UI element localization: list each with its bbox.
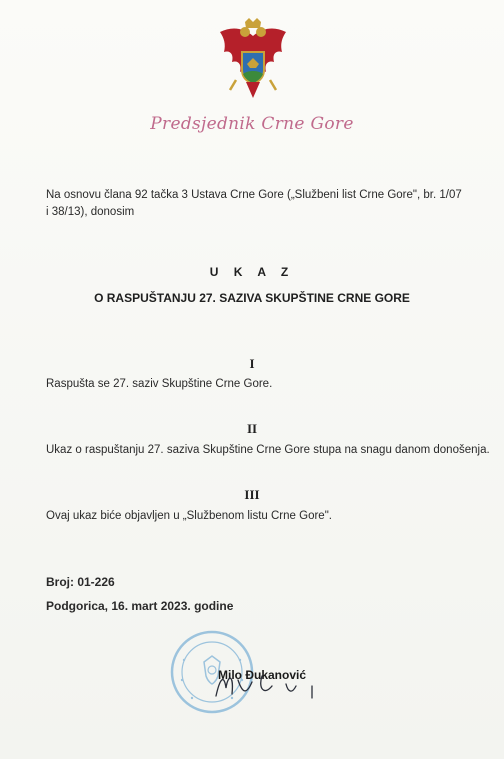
signer-name: Milo Đukanović — [218, 668, 307, 682]
legal-basis-text: Na osnovu člana 92 tačka 3 Ustava Crne Gore („Službeni list Crne Gore", br. 1/07 i 38/13), donosim — [46, 189, 462, 218]
article-numeral-2: II — [246, 421, 258, 436]
decree-subtitle: O RASPUŠTANJU 27. SAZIVA SKUPŠTINE CRNE GORE — [94, 291, 410, 305]
decree-number: Broj: 01-226 — [46, 575, 115, 589]
article-numeral-1: I — [249, 356, 255, 371]
handwritten-signature — [212, 668, 322, 702]
article-numeral-3: III — [244, 487, 260, 502]
decree-title: U K A Z — [209, 265, 295, 279]
office-title: Predsjednik Crne Gore — [150, 114, 354, 134]
article-text-2: Ukaz o raspuštanju 27. saziva Skupštine Crne Gore stupa na snagu danom donošenja. — [46, 444, 490, 456]
article-text-3: Ovaj ukaz biće objavljen u „Službenom listu Crne Gore". — [46, 510, 332, 522]
coat-of-arms-icon — [216, 18, 290, 104]
place-date: Podgorica, 16. mart 2023. godine — [46, 599, 234, 613]
article-text-1: Raspušta se 27. saziv Skupštine Crne Gore. — [46, 378, 273, 390]
